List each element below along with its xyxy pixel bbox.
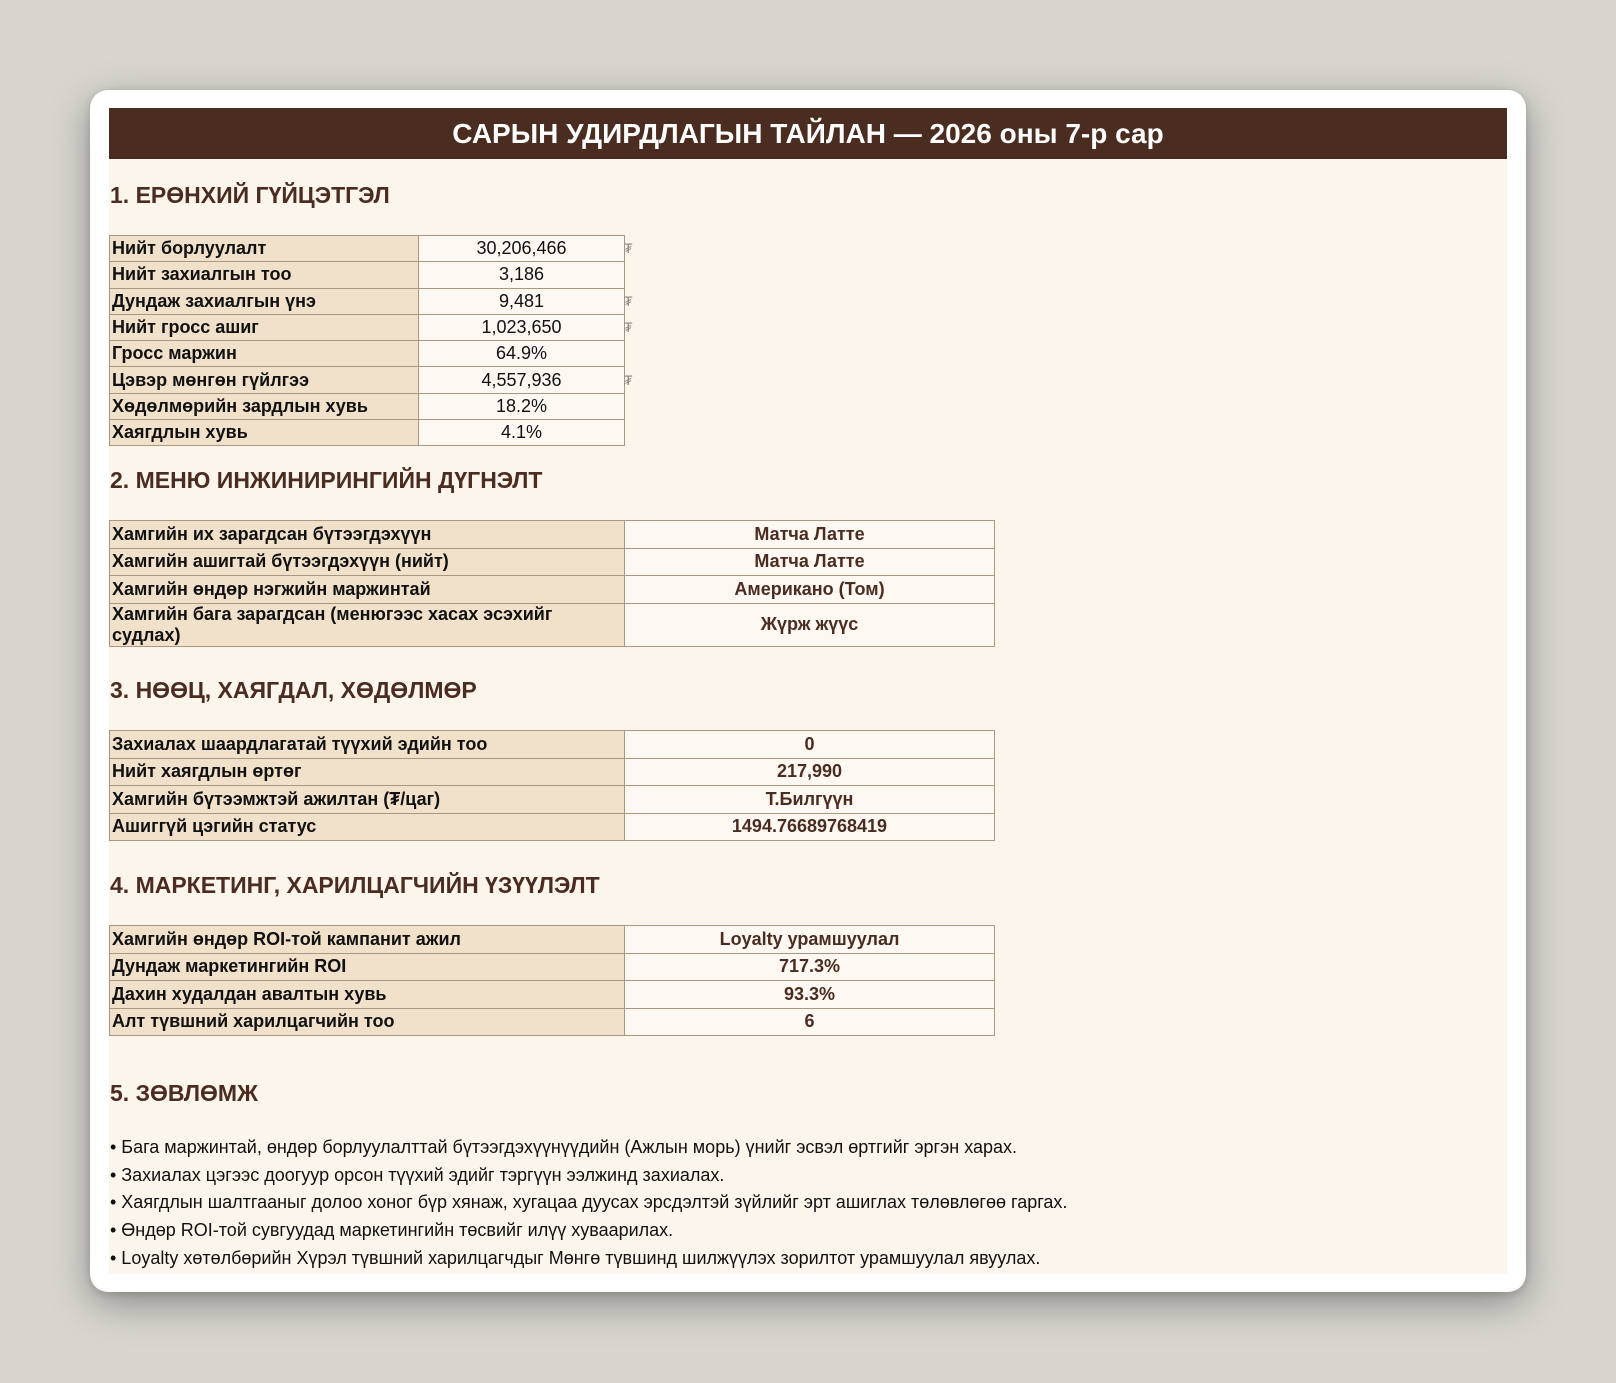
row-value: Матча Латте [625,521,995,549]
row-label: Хамгийн их зарагдсан бүтээгдэхүүн [110,521,625,549]
row-value: Т.Билгүүн [625,786,995,814]
summary-table [109,235,625,446]
list-item: • Хаягдлын шалтгааныг долоо хоног бүр хянаж, хугацаа дуусах эрсдэлтэй зүйлийг эрт ашиглах төлөвлөгөө гаргах. [110,1192,1068,1213]
currency-symbol: ₮ [624,240,633,256]
row-value: 9,481 [419,288,625,314]
table-row [110,953,995,981]
row-value: 717.3% [625,953,995,981]
row-label: Нийт гросс ашиг [110,314,419,340]
row-value: 3,186 [419,262,625,288]
section-2-title: 2. МЕНЮ ИНЖИНИРИНГИЙН ДҮГНЭЛТ [110,467,543,493]
section-3-title: 3. НӨӨЦ, ХАЯГДАЛ, ХӨДӨЛМӨР [110,677,477,703]
table-row [110,521,995,549]
row-label: Хөдөлмөрийн зардлын хувь [110,393,419,419]
currency-symbol: ₮ [624,292,633,309]
row-value: 1494.76689768419 [625,813,995,841]
table-row [110,393,625,419]
table-row [110,548,995,576]
row-value: Матча Латте [625,548,995,576]
row-label: Нийт хаягдлын өртөг [110,758,625,786]
inventory-labor-table [109,730,995,841]
row-label: Хамгийн өндөр нэгжийн маржинтай [110,576,625,604]
section-1-title: 1. ЕРӨНХИЙ ГҮЙЦЭТГЭЛ [110,182,390,208]
row-label: Хамгийн бүтээмжтэй ажилтан (₮/цаг) [110,786,625,814]
table-row [110,576,995,604]
row-value: 93.3% [625,981,995,1009]
row-label: Хаягдлын хувь [110,420,419,446]
currency-symbol: ₮ [624,318,633,335]
table-row [110,1008,995,1036]
table-row [110,981,995,1009]
table-row [110,731,995,759]
row-value: 30,206,466 [419,236,625,262]
row-value: 4.1% [419,420,625,446]
table-row [110,367,625,393]
row-value: 1,023,650 [419,314,625,340]
row-value: 0 [625,731,995,759]
table-row [110,314,625,340]
section-5-title: 5. ЗӨВЛӨМЖ [110,1080,258,1106]
row-value: 217,990 [625,758,995,786]
table-row [110,262,625,288]
table-row [110,813,995,841]
marketing-table [109,925,995,1036]
row-value: 64.9% [419,341,625,367]
table-row [110,926,995,954]
row-label: Цэвэр мөнгөн гүйлгээ [110,367,419,393]
list-item: • Бага маржинтай, өндөр борлуулалттай бүтээгдэхүүнүүдийн (Ажлын морь) үнийг эсвэл өртгийг эргэн харах. [110,1137,1018,1157]
section-4-title: 4. МАРКЕТИНГ, ХАРИЛЦАГЧИЙН ҮЗҮҮЛЭЛТ [110,872,600,898]
table-row [110,758,995,786]
row-label: Ашиггүй цэгийн статус [110,813,625,841]
list-item: • Захиалах цэгээс доогуур орсон түүхий эдийг тэргүүн ээлжинд захиалах. [110,1164,725,1185]
row-label: Дундаж захиалгын үнэ [110,288,419,314]
row-value: 18.2% [419,393,625,419]
row-label: Нийт борлуулалт [110,236,419,262]
list-item: • Loyalty хөтөлбөрийн Хүрэл түвшний харилцагчдыг Мөнгө түвшинд шилжүүлэх зорилтот урамшуулал явуулах. [110,1247,1041,1268]
row-value: Жүрж жүүс [625,603,995,646]
report-sheet [109,108,1507,1274]
row-label: Алт түвшний харилцагчийн тоо [110,1008,625,1036]
table-row [110,341,625,367]
table-row [110,236,625,262]
row-value: 4,557,936 [419,367,625,393]
row-value: Loyalty урамшуулал [625,926,995,954]
row-label: Дахин худалдан авалтын хувь [110,981,625,1009]
row-value: 6 [625,1008,995,1036]
row-value: Американо (Том) [625,576,995,604]
currency-symbol: ₮ [624,371,633,388]
menu-engineering-table [109,520,995,647]
recommendations-list [110,1134,1067,1273]
row-label: Захиалах шаардлагатай түүхий эдийн тоо [110,731,625,759]
table-row [110,288,625,314]
row-label: Гросс маржин [110,341,419,367]
table-row [110,603,995,646]
table-row [110,786,995,814]
table-row [110,420,625,446]
row-label: Дундаж маркетингийн ROI [110,953,625,981]
report-title: САРЫН УДИРДЛАГЫН ТАЙЛАН — 2026 оны 7-р сар [109,108,1507,159]
row-label: Нийт захиалгын тоо [110,262,419,288]
list-item: • Өндөр ROI-той сувгуудад маркетингийн төсвийг илүү хуваарилах. [110,1220,674,1241]
row-label: Хамгийн өндөр ROI-той кампанит ажил [110,926,625,954]
row-label: Хамгийн ашигтай бүтээгдэхүүн (нийт) [110,548,625,576]
row-label: Хамгийн бага зарагдсан (менюгээс хасах эсэхийг судлах) [110,603,625,646]
